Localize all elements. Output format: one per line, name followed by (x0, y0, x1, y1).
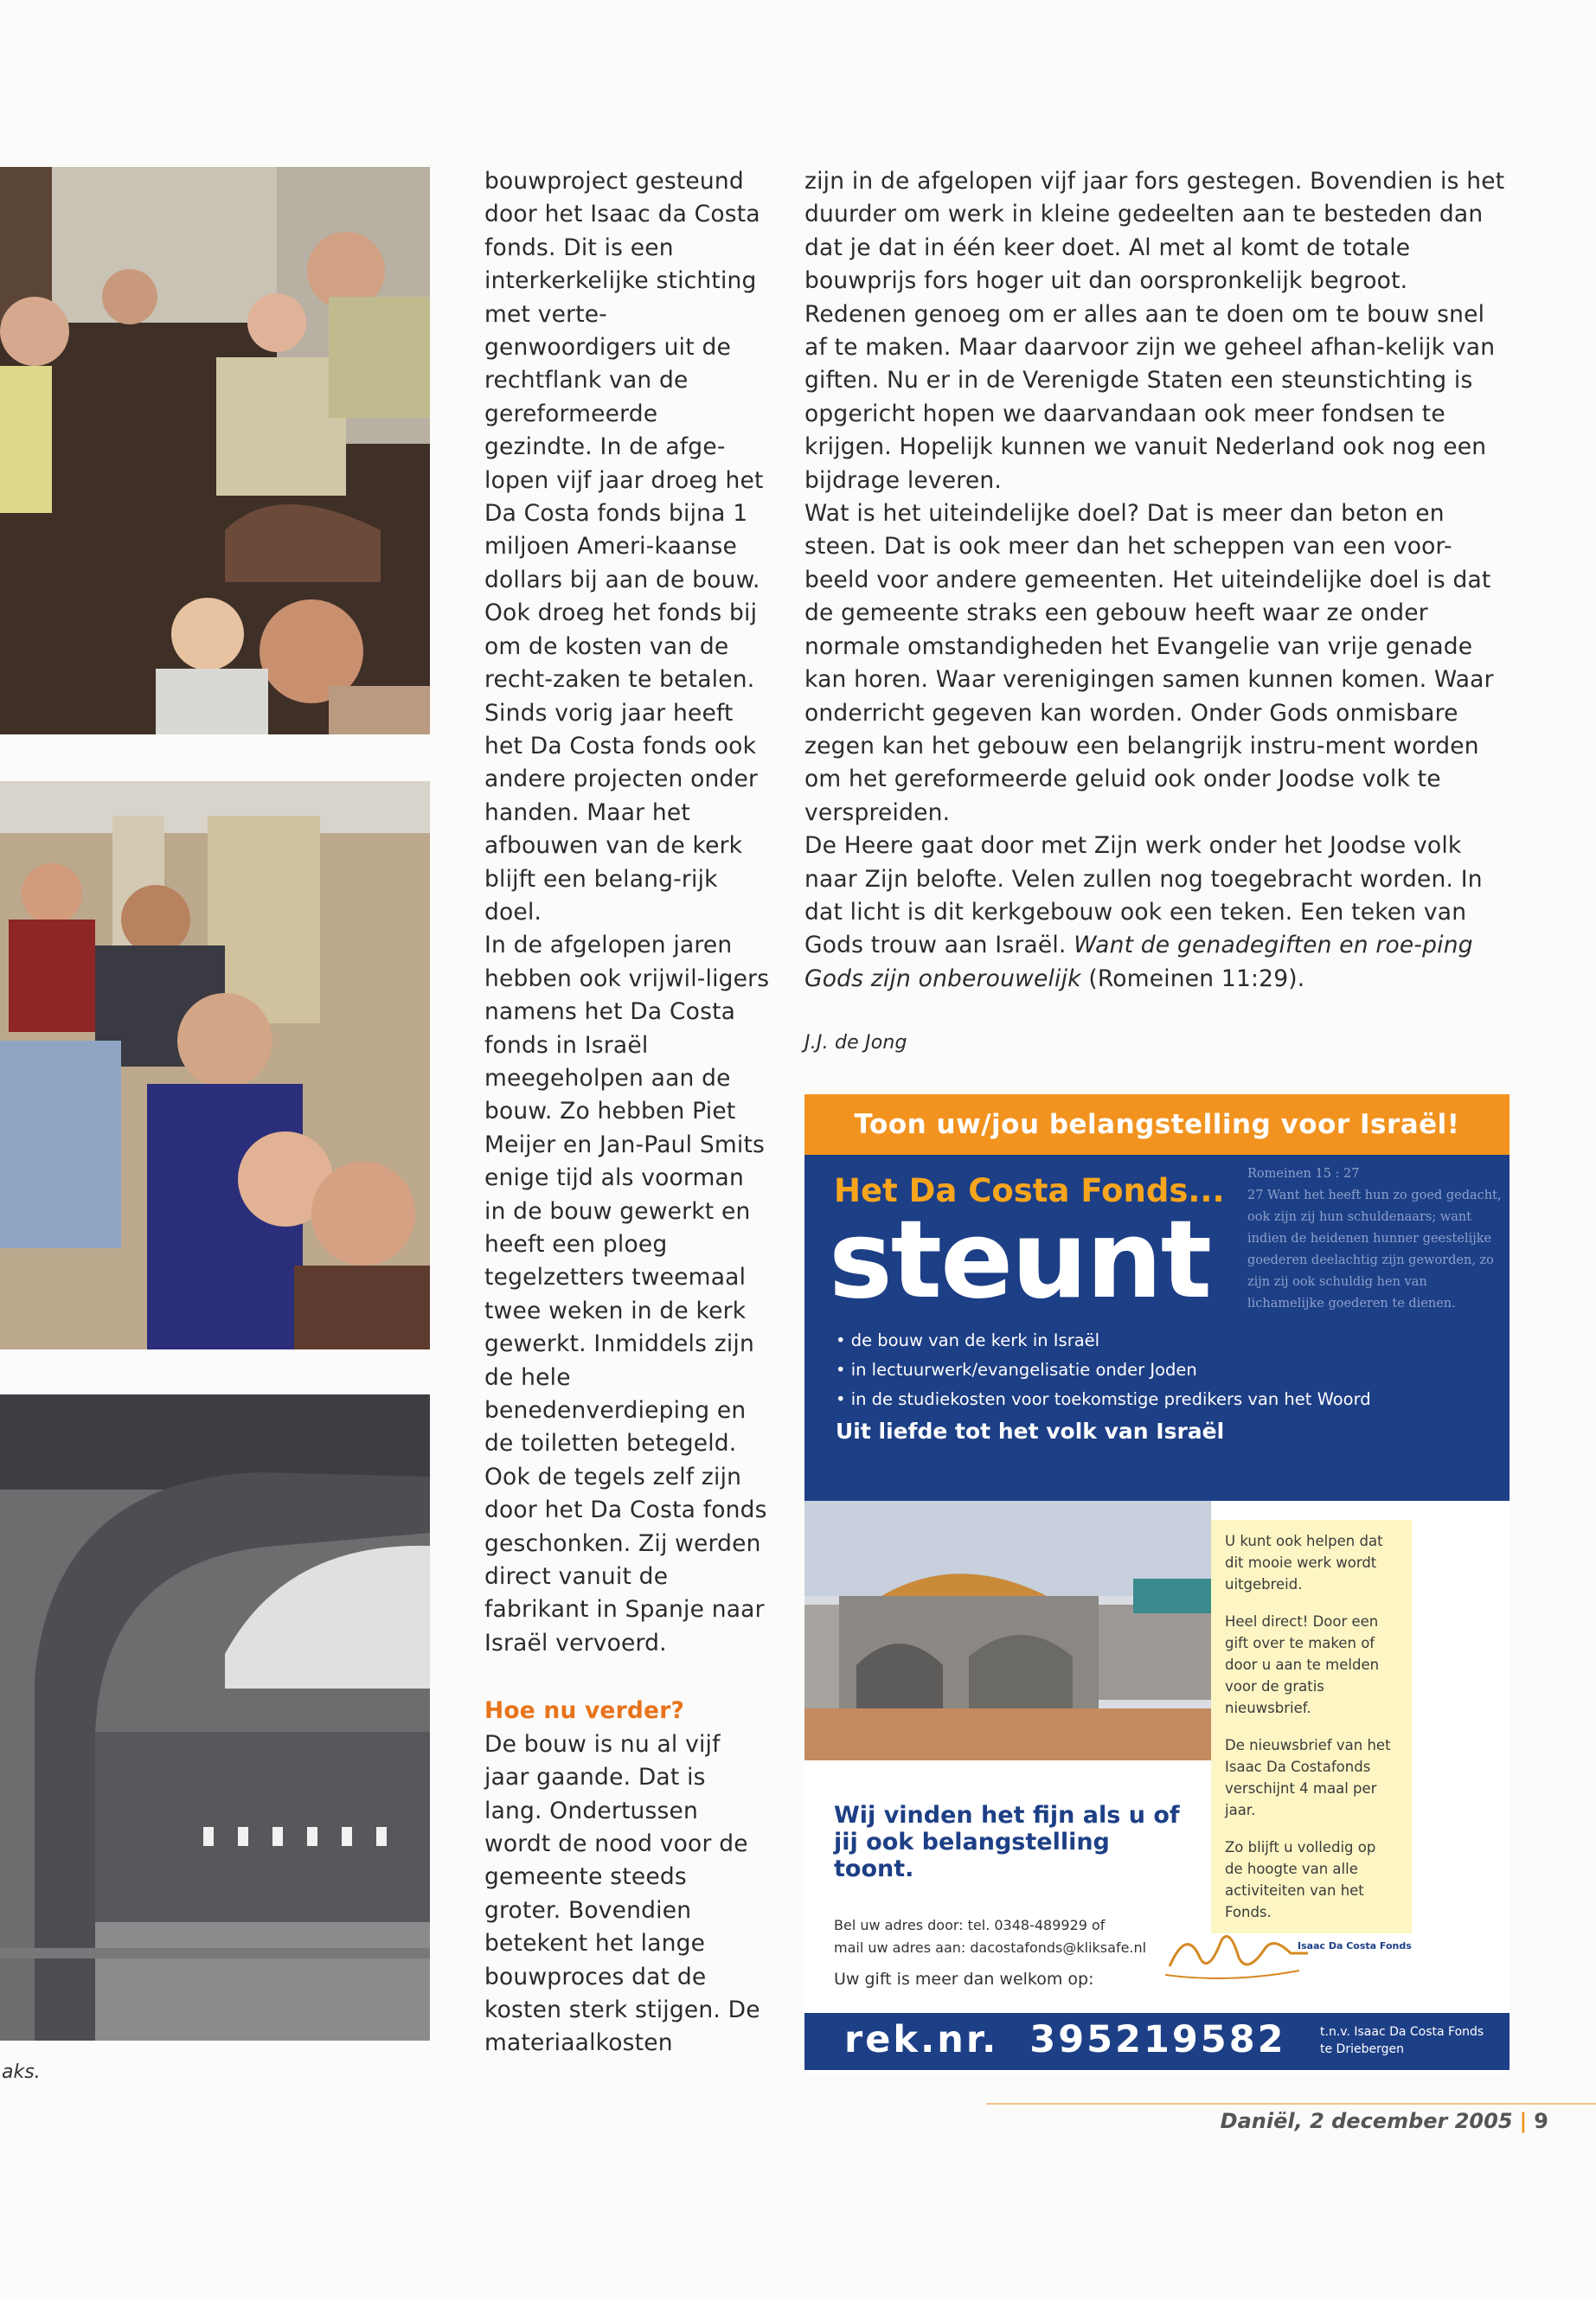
article-paragraph: Wat is het uiteindelijke doel? Dat is meer dan beton en steen. Dat is ook meer dan het scheppen van een voor-beeld voor andere gemeenten. Het uiteindelijke doel is dat de gemeente straks een gebouw heeft waar ze onder normale omstandigheden het Evangelie van vrije genade kan horen. Waar verenigingen samen kunnen komen. Waar onderricht gegeven kan worden. Onder Gods onmisbare zegen kan het gebouw een belangrijk instru-ment worden om het gereformeerde geluid ook onder Joodse volk te verspreiden. (804, 500, 1494, 826)
article-paragraph: bouwproject gesteund door het Isaac da Costa fonds. Dit is een interkerkelijke stichting met verte-genwoordigers uit de rechtflank van de gereformeerde gezindte. In de afge-lopen vijf jaar droeg het Da Costa fonds bijna 1 miljoen Ameri-kaanse dollars bij aan de bouw. Ook droeg het fonds bij om de kosten van de recht-zaken te betalen. (484, 168, 764, 694)
signature-drawing (1161, 1923, 1420, 1987)
ad-love-line: Uit liefde tot het volk van Israël (836, 1419, 1225, 1444)
da-costa-fonds-advertisement (804, 1094, 1509, 2073)
photo-congregation-1-image (0, 167, 430, 734)
ad-slogan: Wij vinden het fijn als u of jij ook belangstelling toont. (834, 1802, 1180, 1882)
article-column-1 (484, 165, 770, 2061)
bible-reference: (Romeinen 11:29). (1080, 965, 1305, 992)
article-paragraph: zijn in de afgelopen vijf jaar fors gestegen. Bovendien is het duurder om werk in kleine gedeelten aan te besteden dan dat je dat in één keer doet. Al met al komt de totale bouwprijs fors hoger uit dan oorspronkelijk begroot. Redenen genoeg om er alles aan te doen om te bouw snel af te maken. Maar daarvoor zijn we geheel afhan-kelijk van giften. Nu er in de Verenigde Staten een steunstichting is opgericht hopen we daarvandaan ook meer fondsen te krijgen. Hopelijk kunnen we vanuit Nederland ook nog een bijdrage leveren. (804, 168, 1505, 494)
ad-note-text: U kunt ook helpen dat dit mooie werk wordt uitgebreid. (1225, 1533, 1383, 1593)
article-author: J.J. de Jong (804, 1032, 907, 1054)
photo-church-interior (0, 1394, 430, 2041)
bank-account-number (844, 2018, 1286, 2061)
ad-note-panel (1211, 1520, 1412, 1933)
ad-verse-background (1247, 1163, 1507, 1315)
ad-verse-text: 27 Want het heeft hun zo goed gedacht, ook zijn zij hun schuldenaars; want indien de heidenen hunner geestelijke goederen deelachtig zijn geworden, zo zijn zij ook schuldig hen van lichamelijke goederen te dienen. (1247, 1189, 1502, 1311)
article-paragraph: De bouw is nu al vijf jaar gaande. Dat is lang. Ondertussen wordt de nood voor de gemeente steeds groter. Bovendien betekent het lange bouwproces dat de kosten sterk stijgen. De materiaalkosten (484, 1730, 760, 2057)
ad-contact-email: mail uw adres aan: dacostafonds@kliksafe.nl (834, 1939, 1147, 1956)
signature-logo (1161, 1923, 1420, 1987)
article-paragraph-closing (804, 830, 1514, 996)
signature-fund-name: Isaac Da Costa Fonds (1298, 1940, 1412, 1952)
ad-verse-ref: Romeinen 15 : 27 (1247, 1167, 1360, 1181)
ad-headline: Het Da Costa Fonds... (834, 1172, 1225, 1209)
ad-contact-info (834, 1914, 1215, 1959)
ad-bullet: • in de studiekosten voor toekomstige predikers van het Woord (836, 1385, 1371, 1414)
ad-bullet: • de bouw van de kerk in Israël (836, 1326, 1371, 1356)
photo-congregation-2 (0, 781, 430, 1349)
ad-note-text: De nieuwsbrief van het Isaac Da Costafonds verschijnt 4 maal per jaar. (1225, 1737, 1391, 1818)
page-footer (1221, 2109, 1548, 2133)
footer-publication: Daniël, 2 december 2005 (1220, 2109, 1513, 2133)
bank-account-bar (804, 2013, 1509, 2070)
ad-blue-panel (804, 1155, 1509, 1501)
ad-bullet-list (836, 1326, 1371, 1414)
footer-page-number: 9 (1534, 2109, 1548, 2133)
photo-congregation-2-image (0, 781, 430, 1349)
ad-bullet: • in lectuurwerk/evangelisatie onder Joden (836, 1356, 1371, 1385)
ad-church-building-photo (804, 1501, 1211, 1760)
ad-banner: Toon uw/jou belangstelling voor Israël! (804, 1094, 1509, 1155)
article-paragraph: In de afgelopen jaren hebben ook vrijwil-ligers namens het Da Costa fonds in Israël meegeholpen aan de bouw. Zo hebben Piet Meijer en Jan-Paul Smits enige tijd als voorman in de bouw gewerkt en heeft een ploeg tegelzetters tweemaal twee weken in de kerk gewerkt. Inmiddels zijn de hele benedenverdieping en de toiletten betegeld. Ook de tegels zelf zijn door het Da Costa fonds geschonken. Zij werden direct vanuit de fabrikant in Spanje naar Israël vervoerd. (484, 932, 770, 1657)
article-column-2 (804, 165, 1514, 1061)
ad-gift-line: Uw gift is meer dan welkom op: (834, 1970, 1094, 1989)
closing-text: De Heere gaat door met Zijn werk onder het Joodse volk naar Zijn belofte. Velen zullen nog toegebracht worden. In dat licht is dit kerkgebouw ook een teken. Een teken van Gods trouw aan Israël. (804, 832, 1483, 959)
ad-contact-phone: Bel uw adres door: tel. 0348-489929 of (834, 1917, 1106, 1933)
bank-account-digits: 395219582 (1029, 2018, 1286, 2061)
ad-big-word: steunt (829, 1198, 1211, 1323)
article-subheading: Hoe nu verder? (484, 1697, 685, 1725)
ad-church-building-image (804, 1501, 1211, 1760)
bible-quote: Want de genadegiften en roe-ping Gods zijn onberouwelijk (804, 932, 1473, 992)
bank-account-label: rek.nr. (844, 2018, 999, 2061)
footer-rule (986, 2103, 1596, 2105)
ad-note-text: Zo blijft u volledig op de hoogte van alle activiteiten van het Fonds. (1225, 1839, 1376, 1920)
footer-separator: | (1519, 2109, 1528, 2133)
article-paragraph: Sinds vorig jaar heeft het Da Costa fonds ook andere projecten onder handen. Maar het afbouwen van de kerk blijft een belang-rijk doel. (484, 699, 759, 926)
photo-congregation-1 (0, 167, 430, 734)
ad-note-text: Heel direct! Door een gift over te maken of door u aan te melden voor de gratis nieuwsbrief. (1225, 1613, 1380, 1716)
bank-account-holder: t.n.v. Isaac Da Costa Fonds te Driebergen (1320, 2025, 1484, 2056)
photo-church-interior-image (0, 1394, 430, 2041)
photo-caption-fragment: aks. (2, 2061, 41, 2083)
